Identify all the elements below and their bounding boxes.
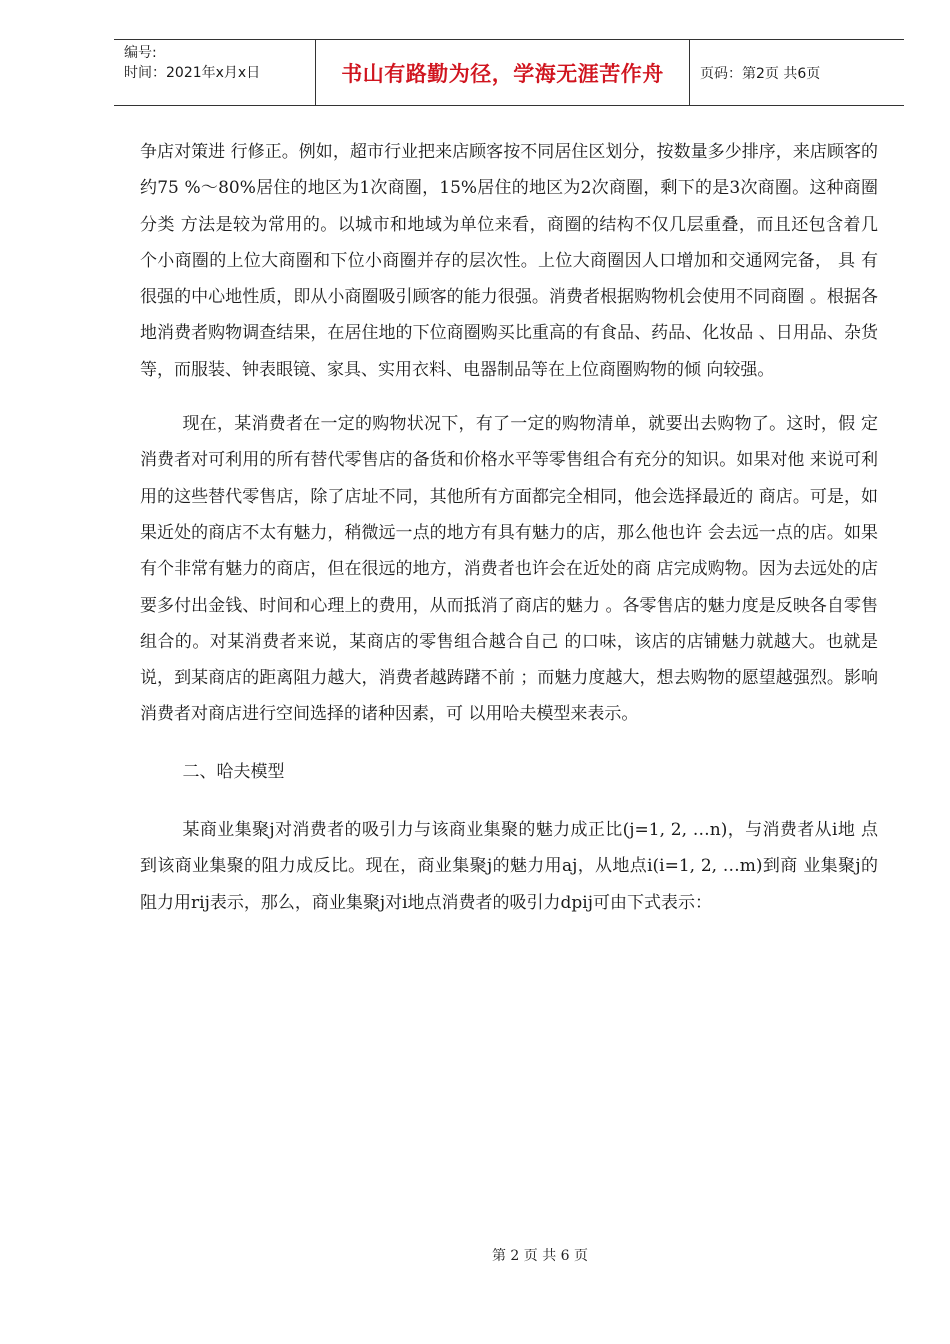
time-label: 时间：2021年x月x日 [124,65,261,81]
header-meta [114,40,316,105]
header-page-info: 页码：第2页 共6页 [700,65,821,82]
header-motto: 书山有路勤为径，学海无涯苦作舟 [316,40,690,105]
document-body [140,134,878,921]
paragraph-3: 某商业集聚j对消费者的吸引力与该商业集聚的魅力成正比(j=1, 2, …n)，与消费者从i地 点到该商业集聚的阻力成反比。现在，商业集聚j的魅力用aj，从地点i(i=1, 2, …m)到商 业集聚j的阻力用rij表示，那么，商业集聚j对i地点消费者的吸引力dpij可由下式表示： [140,820,878,913]
page-footer: 第 2 页 共 6 页 [491,1248,589,1264]
page-header [114,39,904,106]
section-heading: 二、哈夫模型 [182,761,285,782]
paragraph-1: 争店对策进 行修正。例如，超市行业把来店顾客按不同居住区划分，按数量多少排序，来店顾客的约75 %～80%居住的地区为1次商圈，15%居住的地区为2次商圈，剩下的是3次商圈。这种商圈分类 方法是较为常用的。以城市和地域为单位来看，商圈的结构不仅几层重叠，而且还包含着几 个小商圈的上位大商圈和下位小商圈并存的层次性。上位大商圈因人口增加和交通网完备， 具 有很强的中心地性质，即从小商圈吸引顾客的能力很强。消费者根据购物机会使用不同商圈 。根据各地消费者购物调查结果，在居住地的下位商圈购买比重高的有食品、药品、化妆品 、日用品、杂货等，而服装、钟表眼镜、家具、实用衣料、电器制品等在上位商圈购物的倾 向较强。 [140,142,878,380]
serial-label: 编号: [124,45,157,61]
paragraph-2: 现在，某消费者在一定的购物状况下，有了一定的购物清单，就要出去购物了。这时，假 定消费者对可利用的所有替代零售店的备货和价格水平等零售组合有充分的知识。如果对他 来说可利用的这些替代零售店，除了店址不同，其他所有方面都完全相同，他会选择最近的 商店。可是，如果近处的商店不太有魅力，稍微远一点的地方有具有魅力的店，那么他也许 会去远一点的店。如果有个非常有魅力的商店，但在很远的地方，消费者也许会在近处的商 店完成购物。因为去远处的店要多付出金钱、时间和心理上的费用，从而抵消了商店的魅力 。各零售店的魅力度是反映各自零售组合的。对某消费者来说，某商店的零售组合越合自己 的口味，该店的店铺魅力就越大。也就是说，到某商店的距离阻力越大，消费者越踌躇不前 ；而魅力度越大，想去购物的愿望越强烈。影响消费者对商店进行空间选择的诸种因素，可 以用哈夫模型来表示。 [140,414,878,725]
